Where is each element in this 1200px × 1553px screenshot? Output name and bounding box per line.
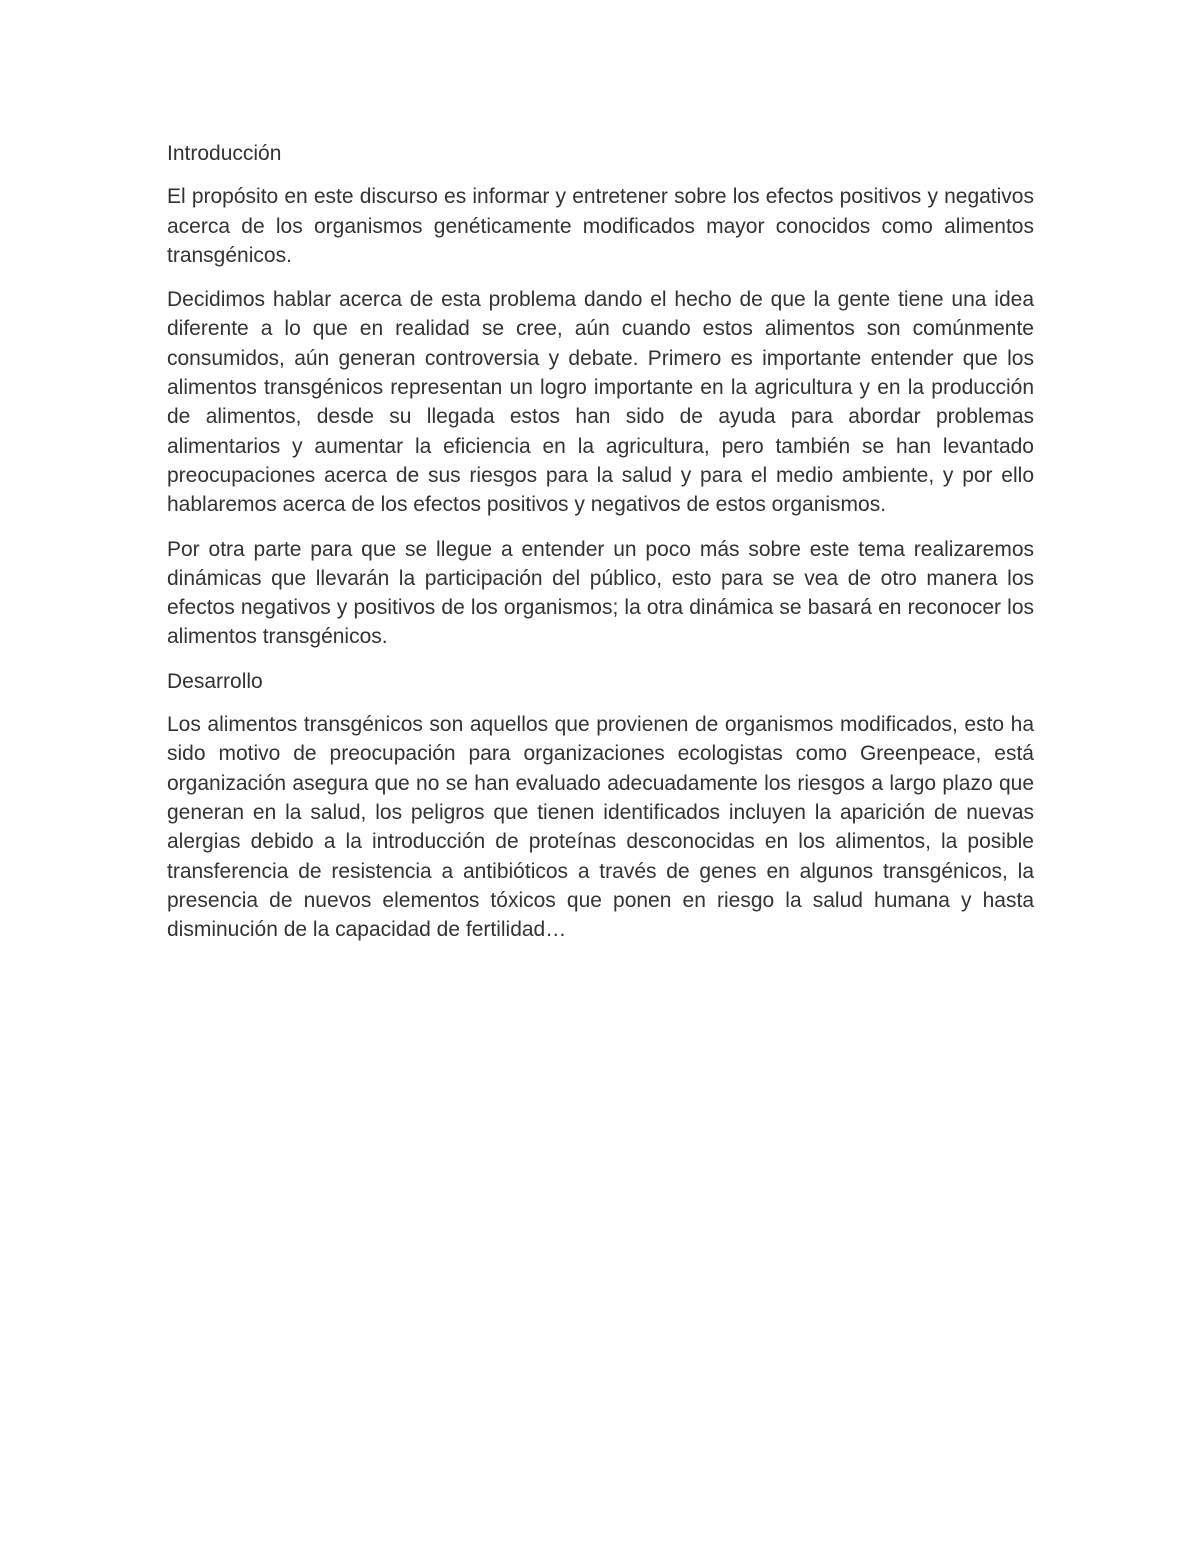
development-paragraph-1: Los alimentos transgénicos son aquellos que provienen de organismos modificados, esto ha sido motivo de preocupación para organizaciones ecologistas como Greenpeace, está organización asegura que no se han evaluado adecuadamente los riesgos a largo plazo que generan en la salud, los peligros que tienen identificados incluyen la aparición de nuevas alergias debido a la introducción de proteínas desconocidas en los alimentos, la posible transferencia de resistencia a antibióticos a través de genes en algunos transgénicos, la presencia de nuevos elementos tóxicos que ponen en riesgo la salud humana y hasta disminución de la capacidad de fertilidad… bbox=[167, 713, 1034, 942]
development-heading: Desarrollo bbox=[167, 669, 263, 693]
intro-paragraph-3: Por otra parte para que se llegue a entender un poco más sobre este tema realizaremos dinámicas que llevarán la participación del público, esto para se vea de otro manera los efectos negativos y positivos de los organismos; la otra dinámica se basará en reconocer los alimentos transgénicos. bbox=[167, 537, 1034, 649]
document-body bbox=[167, 139, 1034, 959]
intro-paragraph-1: El propósito en este discurso es informar y entretener sobre los efectos positivos y negativos acerca de los organismos genéticamente modificados mayor conocidos como alimentos transgénicos. bbox=[167, 185, 1034, 267]
intro-heading: Introducción bbox=[167, 142, 282, 165]
intro-paragraph-2: Decidimos hablar acerca de esta problema dando el hecho de que la gente tiene una idea diferente a lo que en realidad se cree, aún cuando estos alimentos son comúnmente consumidos, aún generan controversia y debate. Primero es importante entender que los alimentos transgénicos representan un logro importante en la agricultura y en la producción de alimentos, desde su llegada estos han sido de ayuda para abordar problemas alimentarios y aumentar la eficiencia en la agricultura, pero también se han levantado preocupaciones acerca de sus riesgos para la salud y para el medio ambiente, y por ello hablaremos acerca de los efectos positivos y negativos de estos organismos. bbox=[167, 288, 1034, 517]
